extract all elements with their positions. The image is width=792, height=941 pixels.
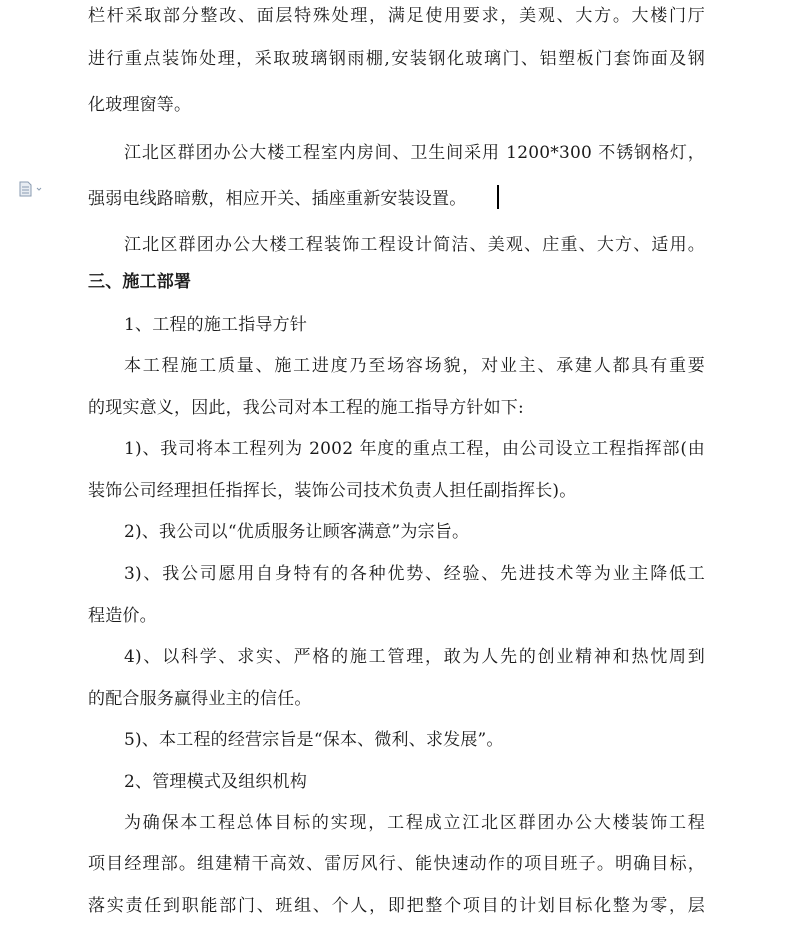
subheading: 1、工程的施工指导方针	[124, 315, 308, 335]
text-line: 5)、本工程的经营宗旨是“保本、微利、求发展”。	[124, 730, 504, 750]
text-line: 化玻理窗等。	[88, 95, 192, 115]
text-line: 为确保本工程总体目标的实现，工程成立江北区群团办公大楼装饰工程	[124, 813, 705, 833]
paragraph-options-icon[interactable]	[18, 181, 48, 197]
text-line: 项目经理部。组建精干高效、雷厉风行、能快速动作的项目班子。明确目标，	[88, 854, 705, 874]
text-line: 江北区群团办公大楼工程装饰工程设计简洁、美观、庄重、大方、适用。	[124, 235, 705, 255]
text-line: 栏杆采取部分整改、面层特殊处理，满足使用要求，美观、大方。大楼门厅	[88, 6, 705, 26]
text-line: 程造价。	[88, 606, 157, 626]
section-heading: 三、施工部署	[88, 272, 192, 292]
text-line: 江北区群团办公大楼工程室内房间、卫生间采用 1200*300 不锈钢格灯，	[124, 143, 705, 163]
text-cursor	[497, 185, 499, 209]
text-line: 本工程施工质量、施工进度乃至场容场貌，对业主、承建人都具有重要	[124, 356, 705, 376]
subheading: 2、管理模式及组织机构	[124, 772, 308, 792]
text-line: 落实责任到职能部门、班组、个人，即把整个项目的计划目标化整为零，层	[88, 896, 705, 916]
text-line: 进行重点装饰处理，采取玻璃钢雨棚,安装钢化玻璃门、铝塑板门套饰面及钢	[88, 49, 705, 69]
text-line: 的配合服务赢得业主的信任。	[88, 689, 312, 709]
document-icon	[18, 181, 48, 197]
text-line: 强弱电线路暗敷，相应开关、插座重新安装设置。	[88, 189, 467, 209]
page-bottom-edge	[0, 930, 792, 941]
text-line: 1)、我司将本工程列为 2002 年度的重点工程，由公司设立工程指挥部(由	[124, 439, 705, 459]
text-line: 4)、以科学、求实、严格的施工管理，敢为人先的创业精神和热忱周到	[124, 647, 705, 667]
text-line: 3)、我公司愿用自身特有的各种优势、经验、先进技术等为业主降低工	[124, 564, 705, 584]
text-line: 的现实意义，因此，我公司对本工程的施工指导方针如下:	[88, 398, 524, 418]
text-line: 2)、我公司以“优质服务让顾客满意”为宗旨。	[124, 522, 470, 542]
text-line: 装饰公司经理担任指挥长，装饰公司技术负责人担任副指挥长)。	[88, 481, 577, 501]
